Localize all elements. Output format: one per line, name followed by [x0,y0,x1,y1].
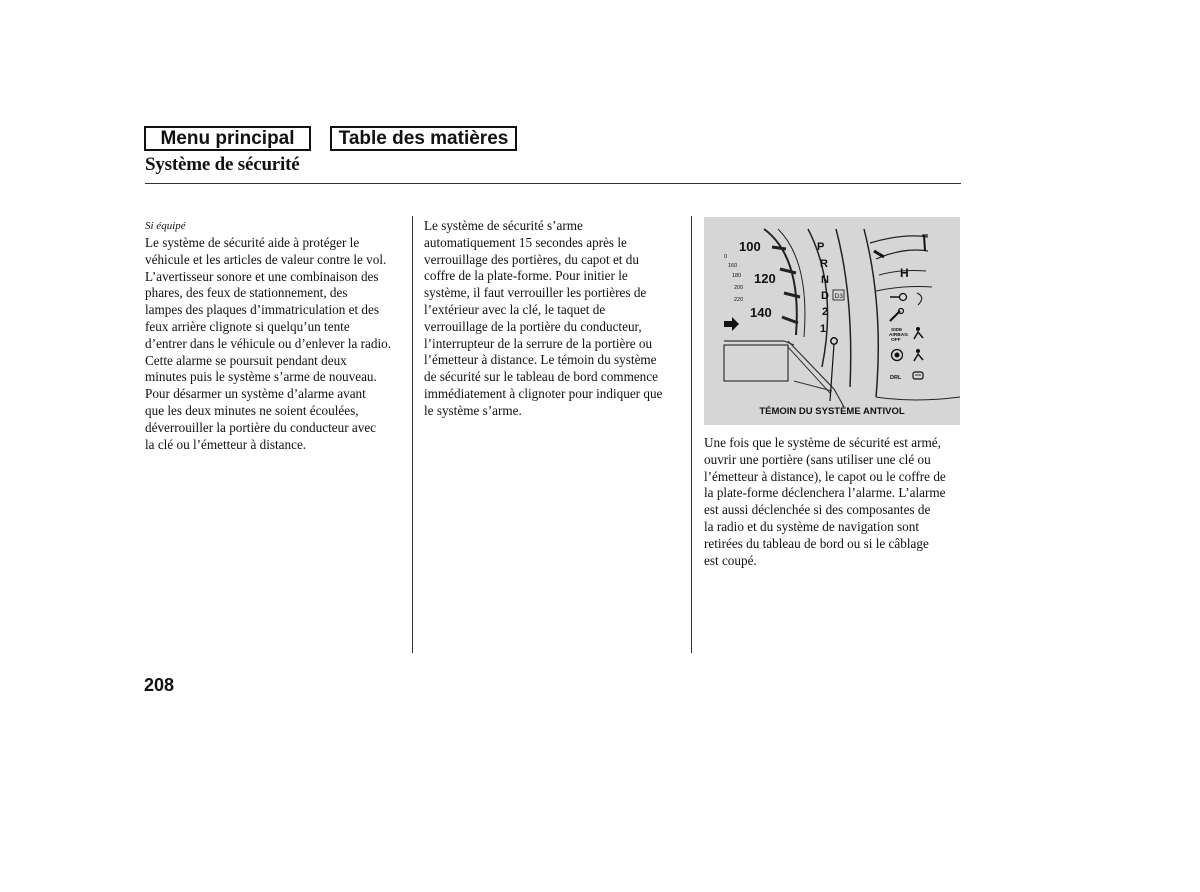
equipment-note: Si équipé [145,220,186,232]
text-column-2 [424,218,686,420]
speed-label-140: 140 [750,305,772,320]
figure-caption: TÉMOIN DU SYSTÈME ANTIVOL [759,406,905,417]
gear-d: D [821,290,829,302]
text-line: coffre de la plate-forme. Pour initier le [424,268,628,284]
text-line: Cette alarme se poursuit pendant deux [145,352,347,368]
text-line: verrouillage de la portière du conducteur, [424,318,642,334]
gear-r: R [820,258,828,270]
kmh-label: 160 [728,263,738,269]
text-line: minutes puis le système s’arme de nouveau. [145,369,377,385]
text-line: la radio et du système de navigation sont [704,518,919,534]
gear-p: P [817,241,825,253]
text-line: ouvrir une portière (sans utiliser une clé ou [704,451,931,467]
text-line: L’avertisseur sonore et une combinaison des [145,268,379,284]
seatbelt-reminder-icon [914,349,923,361]
text-line: l’émetteur à distance. Le témoin du système [424,352,657,368]
gear-d3-badge: D3 [834,293,843,300]
column-divider [691,216,692,653]
security-indicator-pointer [830,344,834,401]
text-line: retirées du tableau de bord ou si le câblage [704,535,929,551]
gear-1: 1 [820,323,827,335]
speed-label-120: 120 [754,271,776,286]
text-line: Le système de sécurité s’arme [424,218,583,233]
rear-defrost-icon [913,372,923,379]
text-line: la clé ou l’émetteur à distance. [145,436,307,452]
text-line: est coupé. [704,552,757,568]
text-line: feux arrière clignote si quelqu’un tente [145,318,350,334]
text-line: Pour désarmer un système d’alarme avant [145,386,366,402]
side-airbag-off-icon [889,327,908,343]
dash-panel [724,345,788,381]
text-line: phares, des feux de stationnement, des [145,285,348,301]
key-icon [890,294,907,301]
indicator-label: AIRBAG [889,333,908,338]
kmh-label: 200 [734,285,744,291]
instrument-panel-figure [704,217,960,425]
instrument-panel-illustration [704,217,960,425]
seatbelt-icon [914,327,923,339]
text-line: le système s’arme. [424,402,522,418]
text-line: lampes des plaques d’immatriculation et des [145,302,380,318]
gear-n: N [821,274,829,286]
text-column-3 [704,435,966,569]
text-line: de sécurité sur le tableau de bord commence [424,369,658,385]
text-line: immédiatement à clignoter pour indiquer que [424,385,663,401]
temperature-hot-label: H [900,266,909,280]
gear-2: 2 [822,306,829,318]
indicator-label: OFF [891,338,901,343]
security-indicator-light [831,338,837,344]
text-column-1 [145,219,407,453]
title-divider [145,183,961,184]
page-number: 208 [144,675,175,695]
page-title: Système de sécurité [145,154,300,175]
text-line: l’extérieur avec la clé, le taquet de [424,301,606,317]
text-line: Le système de sécurité aide à protéger le [145,235,360,250]
text-line: que les deux minutes ne soient écoulées, [145,402,359,418]
text-line: système, il faut verrouiller les portières de [424,285,647,301]
text-line: d’entrer dans le véhicule ou d’enlever la radio. [145,335,392,351]
wrench-icon [890,309,904,322]
text-line: Une fois que le système de sécurité est armé, [704,435,941,450]
turn-signal-icon [724,317,739,331]
text-line: l’interrupteur de la serrure de la portière ou [424,335,653,351]
speed-label-100: 100 [739,239,761,254]
text-line: l’émetteur à distance), le capot ou le coffre de [704,468,946,484]
kmh-label: 0 [724,254,728,260]
brake-warning-icon [892,350,903,361]
table-of-contents-button[interactable]: Table des matières [330,126,517,151]
main-menu-button[interactable]: Menu principal [144,126,311,151]
text-line: déverrouiller la portière du conducteur avec [145,419,377,435]
column-divider [412,216,413,653]
indicator-label: SIDE [891,328,903,333]
kmh-label: 180 [732,273,742,279]
kmh-label: 220 [734,297,744,303]
text-line: est aussi déclenchée si des composantes de [704,502,931,518]
text-line: automatiquement 15 secondes après le [424,234,627,250]
drl-indicator-label: DRL [890,375,902,381]
text-line: verrouillage des portières, du capot et du [424,251,639,267]
text-line: la plate-forme déclenchera l’alarme. L’alarme [704,485,946,501]
text-line: véhicule et les articles de valeur contre le vol. [145,251,387,267]
